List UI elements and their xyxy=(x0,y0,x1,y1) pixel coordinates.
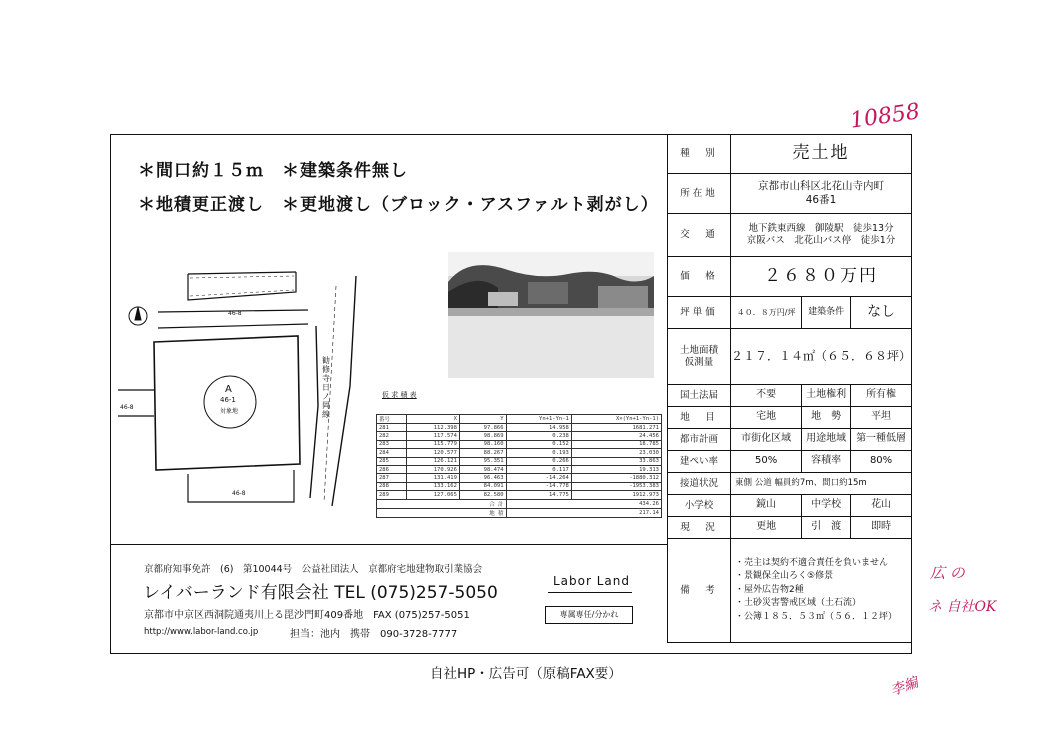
coord-cell: 112.398 xyxy=(407,424,460,432)
junior-label: 中学校 xyxy=(802,495,851,517)
coord-cell: 1681.271 xyxy=(571,424,661,432)
company-logo: Labor Land xyxy=(553,574,631,588)
coord-cell: 282 xyxy=(377,432,407,440)
coord-cell: 14.775 xyxy=(506,491,571,499)
tsubo-value: ４０．８万円/坪 xyxy=(731,297,802,329)
price-label: 価 格 xyxy=(668,257,731,297)
coord-cell: 23.030 xyxy=(571,449,661,457)
transport-label: 交 通 xyxy=(668,214,731,257)
coord-cell: 126.121 xyxy=(407,457,460,465)
handover-label: 引 渡 xyxy=(802,517,851,539)
coord-cell: -1953.383 xyxy=(571,482,661,490)
coord-cell: 284 xyxy=(377,449,407,457)
neighbor-top-label: 46-8 xyxy=(228,310,242,317)
coord-cell: 127.065 xyxy=(407,491,460,499)
coord-cell: 170.926 xyxy=(407,465,460,473)
remark-item: ・公簿１８５．５３㎡（５６．１２坪） xyxy=(735,611,898,622)
zone-label: 用途地域 xyxy=(802,429,851,451)
table-row xyxy=(377,491,662,499)
handwritten-note-line2: ネ 自社OK xyxy=(928,599,997,615)
coord-cell: 0.193 xyxy=(506,449,571,457)
lot-number: 46-1 xyxy=(220,396,236,404)
remark-item: ・屋外広告物2種 xyxy=(735,584,804,595)
coord-cell: 84.091 xyxy=(459,482,506,490)
road-label: 勧修寺日ノ岡線 xyxy=(322,356,330,419)
neighbor-left-label: 46-8 xyxy=(120,404,134,411)
coord-cell: 88.267 xyxy=(459,449,506,457)
table-row xyxy=(377,457,662,465)
company-name-tel: レイバーランド有限会社 TEL (075)257-5050 xyxy=(143,583,498,603)
coord-cell: Y xyxy=(459,415,506,424)
coord-cell: 24.456 xyxy=(571,432,661,440)
terrain-value: 平坦 xyxy=(851,407,912,429)
sheet-divider xyxy=(110,544,667,545)
coord-cell: 95.351 xyxy=(459,457,506,465)
table-row xyxy=(377,482,662,490)
coord-area-label: 地 積 xyxy=(377,508,507,517)
handwritten-note-line1: 広 の xyxy=(930,564,965,582)
transport-value-1: 地下鉄東西線 御陵駅 徒歩13分 xyxy=(748,223,894,235)
coord-cell: 117.574 xyxy=(407,432,460,440)
coord-cell: 14.958 xyxy=(506,424,571,432)
coord-cell: X×(Yn+1-Yn-1) xyxy=(571,415,661,424)
coord-cell: 0.117 xyxy=(506,465,571,473)
status-value: 更地 xyxy=(731,517,802,539)
coord-cell: -1880.312 xyxy=(571,474,661,482)
coord-cell: 289 xyxy=(377,491,407,499)
bcr-label: 建ぺい率 xyxy=(668,451,731,473)
table-row xyxy=(377,432,662,440)
area-label-2: 仮測量 xyxy=(684,356,714,368)
transport-value-2: 京阪バス 北花山バス停 徒歩1分 xyxy=(746,235,896,246)
junior-value: 花山 xyxy=(851,495,912,517)
site-photo xyxy=(448,252,654,378)
coord-cell: 131.419 xyxy=(407,474,460,482)
coord-cell: 98.474 xyxy=(459,465,506,473)
type-label: 種 別 xyxy=(668,135,731,174)
reference-number: 10858 xyxy=(848,99,922,134)
coord-cell: 287 xyxy=(377,474,407,482)
condition-value: なし xyxy=(851,297,912,329)
table-row xyxy=(377,474,662,482)
headline-2: ＊地積更正渡し ＊更地渡し（ブロック・アスファルト剥がし） xyxy=(138,195,659,215)
coord-area-row xyxy=(377,508,662,517)
coord-cell: 98.869 xyxy=(459,432,506,440)
remarks-list xyxy=(731,539,912,643)
area-label xyxy=(668,329,731,385)
coord-table xyxy=(376,414,662,518)
location-value xyxy=(731,174,912,214)
coord-cell: 98.160 xyxy=(459,440,506,448)
bcr-value: 50% xyxy=(731,451,802,473)
transport-value xyxy=(731,214,912,257)
coord-area-value: 217.14 xyxy=(506,508,661,517)
property-info-table xyxy=(667,134,912,643)
coord-cell: 115.779 xyxy=(407,440,460,448)
coord-cell: 82.580 xyxy=(459,491,506,499)
coord-cell: 285 xyxy=(377,457,407,465)
coord-cell: 286 xyxy=(377,465,407,473)
remarks-label: 備 考 xyxy=(668,539,731,643)
area-label-1: 土地面積 xyxy=(679,344,718,356)
price-value: ２６８０万円 xyxy=(731,257,912,297)
headline-1: ＊間口約１５ｍ ＊建築条件無し xyxy=(138,161,408,181)
company-url: http://www.labor-land.co.jp xyxy=(144,627,259,637)
coord-cell: 96.463 xyxy=(459,474,506,482)
table-row xyxy=(377,449,662,457)
far-label: 容積率 xyxy=(802,451,851,473)
coord-cell: 1912.973 xyxy=(571,491,661,499)
location-value-2: 46番1 xyxy=(805,193,837,206)
coord-cell: 18.785 xyxy=(571,440,661,448)
coord-cell: 19.313 xyxy=(571,465,661,473)
coord-total-value: 434.26 xyxy=(506,499,661,508)
location-value-1: 京都市山科区北花山寺内町 xyxy=(758,180,884,193)
coord-total-row xyxy=(377,499,662,508)
logo-underline xyxy=(548,592,632,593)
company-address-fax: 京都市中京区西洞院通夷川上る毘沙門町409番地 FAX (075)257-5051 xyxy=(144,610,470,621)
coord-cell: 120.577 xyxy=(407,449,460,457)
table-row xyxy=(377,424,662,432)
plan-value: 市街化区域 xyxy=(731,429,802,451)
coord-cell: 133.162 xyxy=(407,482,460,490)
coord-cell: 0.238 xyxy=(506,432,571,440)
right-label: 土地権利 xyxy=(802,385,851,407)
area-value: ２１７．１４㎡（６５．６８坪） xyxy=(731,329,912,385)
neighbor-bottom-label: 46-8 xyxy=(232,490,246,497)
coord-cell: X xyxy=(407,415,460,424)
coord-cell: -14.264 xyxy=(506,474,571,482)
lot-sub: 対象地 xyxy=(220,408,239,415)
coord-cell: 33.863 xyxy=(571,457,661,465)
footer-note: 自社HP・広告可（原稿FAX要） xyxy=(430,666,622,682)
coord-cell: -14.778 xyxy=(506,482,571,490)
terrain-label: 地 勢 xyxy=(802,407,851,429)
company-contact: 担当：池内 携帯 090-3728-7777 xyxy=(290,629,458,640)
zone-value: 第一種低層 xyxy=(851,429,912,451)
plan-label: 都市計画 xyxy=(668,429,731,451)
coord-total-label: 合 計 xyxy=(377,499,507,508)
road-access-label: 接道状況 xyxy=(668,473,731,495)
table-row xyxy=(377,440,662,448)
school-value: 鏡山 xyxy=(731,495,802,517)
type-value: 売土地 xyxy=(731,135,912,174)
lot-label: A xyxy=(225,384,232,395)
coord-cell: 0.152 xyxy=(506,440,571,448)
land-value: 宅地 xyxy=(731,407,802,429)
remark-item: ・売主は契約不適合責任を負いません xyxy=(735,557,889,568)
coord-cell: 番号 xyxy=(377,415,407,424)
brokerage-badge: 専属専任/分かれ xyxy=(545,606,633,624)
coord-cell: 283 xyxy=(377,440,407,448)
law-value: 不要 xyxy=(731,385,802,407)
location-label: 所在地 xyxy=(668,174,731,214)
remark-item: ・土砂災害警戒区域（土石流） xyxy=(735,598,862,609)
license-line: 京都府知事免許 (6) 第10044号 公益社団法人 京都府宅地建物取引業協会 xyxy=(144,564,483,575)
coord-header-row xyxy=(377,415,662,424)
remark-item: ・景観保全山ろく⑤修景 xyxy=(735,571,834,582)
right-value: 所有権 xyxy=(851,385,912,407)
coord-cell: Yn+1-Yn-1 xyxy=(506,415,571,424)
coord-cell: 97.866 xyxy=(459,424,506,432)
coord-table-title: 仮 求 積 表 xyxy=(382,391,417,399)
table-row xyxy=(377,465,662,473)
law-label: 国土法届 xyxy=(668,385,731,407)
handwritten-mark: 李編 xyxy=(888,674,921,700)
coord-cell: 0.266 xyxy=(506,457,571,465)
school-label: 小学校 xyxy=(668,495,731,517)
coord-cell: 281 xyxy=(377,424,407,432)
far-value: 80% xyxy=(851,451,912,473)
coord-cell: 288 xyxy=(377,482,407,490)
condition-label: 建築条件 xyxy=(802,297,851,329)
tsubo-label: 坪単価 xyxy=(668,297,731,329)
land-label: 地 目 xyxy=(668,407,731,429)
status-label: 現 況 xyxy=(668,517,731,539)
road-access-value: 東側 公道 幅員約7m、間口約15m xyxy=(731,473,912,495)
handover-value: 即時 xyxy=(851,517,912,539)
